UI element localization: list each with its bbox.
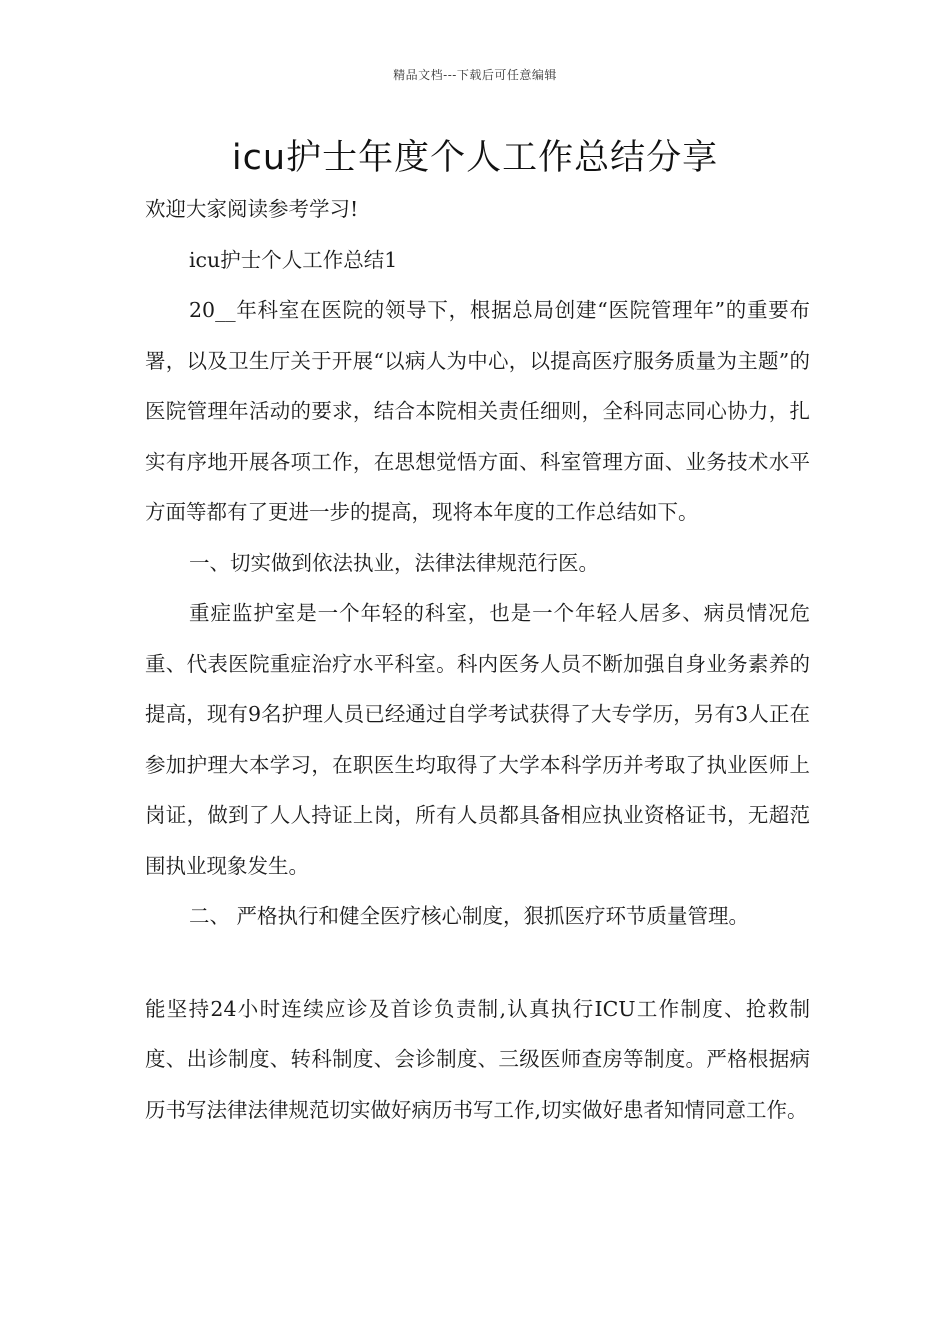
section-heading: icu护士个人工作总结1 (189, 247, 398, 272)
document-title: icu护士年度个人工作总结分享 (231, 138, 719, 178)
point-1-body: 重症监护室是一个年轻的科室，也是一个年轻人居多、病员情况危重、代表医院重症治疗水平科室。科内医务人员不断加强自身业务素养的提高，现有9名护理人员已经通过自学考试获得了大专学历，另有3人正在参加护理大本学习，在职医生均取得了大学本科学历并考取了执业医师上岗证，做到了人人持证上岗，所有人员都具备相应执业资格证书，无超范围执业现象发生。 (145, 601, 810, 878)
paragraph-gap (145, 942, 810, 984)
welcome-line: 欢迎大家阅读参考学习! (145, 197, 359, 221)
intro-paragraph: 20__年科室在医院的领导下，根据总局创建“医院管理年”的重要布署，以及卫生厅关于开展“以病人为中心，以提高医疗服务质量为主题”的医院管理年活动的要求，结合本院相关责任细则，全科同志同心协力，扎实有序地开展各项工作，在思想觉悟方面、科室管理方面、业务技术水平方面等都有了更进一步的提高，现将本年度的工作总结如下。 (145, 298, 810, 524)
document-body (145, 184, 810, 1135)
point-1-heading: 一、切实做到依法执业，法律法律规范行医。 (189, 550, 599, 575)
point-2-heading: 二、 严格执行和健全医疗核心制度，狠抓医疗环节质量管理。 (189, 904, 750, 928)
header-note: 精品文档---下载后可任意编辑 (393, 68, 557, 82)
point-2-body: 能坚持24小时连续应诊及首诊负责制,认真执行ICU工作制度、抢救制度、出诊制度、转科制度、会诊制度、三级医师查房等制度。严格根据病历书写法律法律规范切实做好病历书写工作,切实做好患者知情同意工作。 (145, 996, 810, 1122)
